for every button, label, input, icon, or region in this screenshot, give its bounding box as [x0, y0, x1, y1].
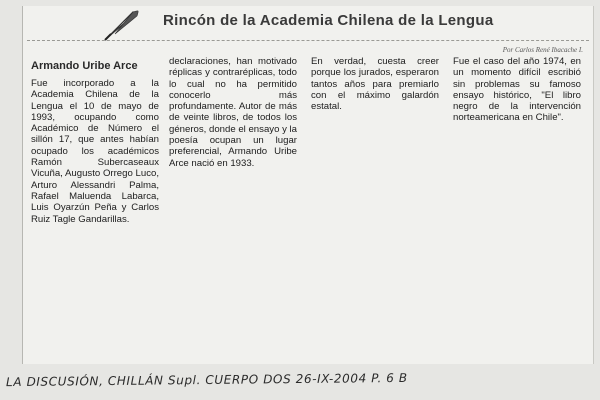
article-column-4 [453, 56, 581, 362]
author-byline: Por Carlos René Ibacache I. [502, 46, 583, 54]
header-divider [27, 40, 589, 41]
article-column-1 [31, 78, 159, 362]
column-text: declaraciones, han motivado réplicas y contraréplicas, todo lo cual no ha permitido conocerlo más profundamente. Autor de más de veinte libros, de todos los géneros, donde el ensayo y la poesía ocupan un lugar preferencial, Armando Uribe Arce nació en 1933. [169, 56, 297, 169]
article-column-3 [311, 56, 439, 362]
column-text: Fue incorporado a la Academia Chilena de la Lengua el 10 de mayo de 1993, ocupando como Académico de Número el sillón 17, que antes habían ocupado los académicos Ramón Subercaseaux Vicuña, Augusto Orrego Luco, Arturo Alessandri Palma, Rafael Maluenda Labarca, Luis Oyarzún Peña y Carlos Ruiz Tagle Gandarillas. [31, 78, 159, 225]
quill-pen-icon [101, 8, 141, 42]
column-text: Fue el caso del año 1974, en un momento difícil escribió sin problemas su famoso ensayo histórico, "El libro negro de la intervención norteamericana en Chile". [453, 56, 581, 124]
article-heading: Armando Uribe Arce [31, 60, 138, 72]
column-text: En verdad, cuesta creer porque los jurados, esperaron tantos años para premiarlo con el máximo galardón estatal. [311, 56, 439, 113]
newspaper-clipping [22, 6, 594, 364]
article-column-2 [169, 56, 297, 362]
section-title: Rincón de la Academia Chilena de la Lengua [163, 12, 494, 29]
handwritten-source-note: LA DISCUSIÓN, CHILLÁN Supl. CUERPO DOS 26-IX-2004 P. 6 B [5, 370, 408, 390]
section-banner [23, 6, 593, 44]
